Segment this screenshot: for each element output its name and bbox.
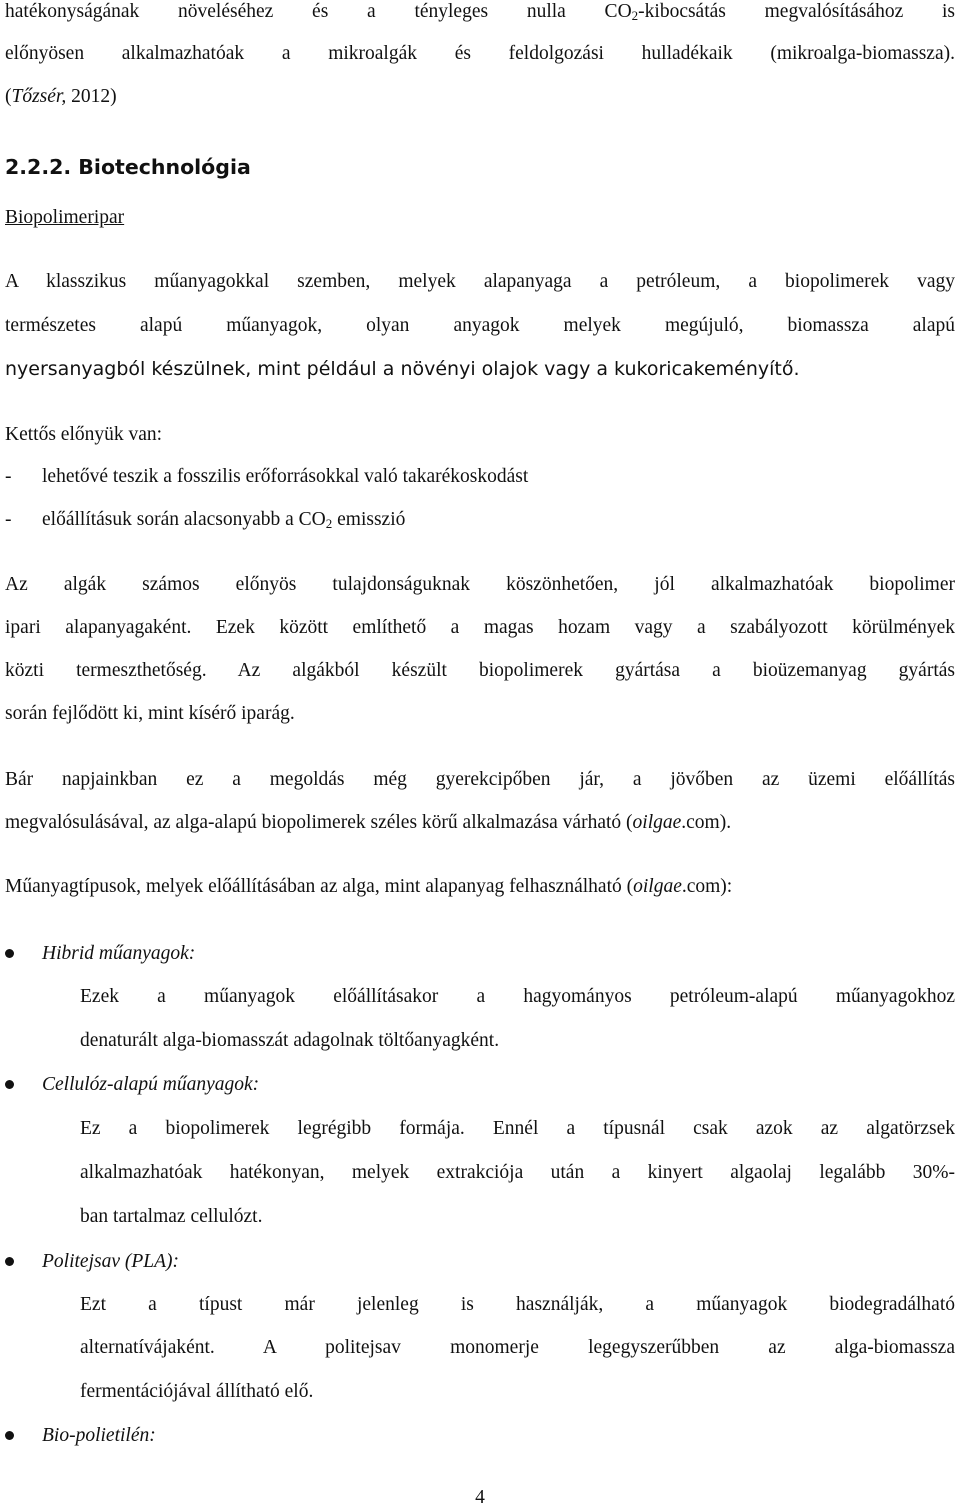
bullet-label: Hibrid műanyagok: [42,943,196,964]
bullet-body-line: Ez a biopolimerek legrégibb formája. Ennél a típusnál csak azok az algatörzsek [80,1118,955,1139]
source-name: oilgae [632,812,682,833]
para2-line-4: során fejlődött ki, mint kísérő iparág. [5,703,295,724]
para1-line-3: nyersanyagból készülnek, mint például a növényi olajok vagy a kukoricakeményítő. [5,358,800,380]
text: Műanyagtípusok, melyek előállításában az alga, mint alapanyag felhasználható ( [5,876,634,897]
bullet-body-line: fermentációjával állítható elő. [80,1381,314,1402]
dash-marker: - [5,466,12,487]
bullet-dot-icon [5,1080,14,1089]
text: előállításuk során alacsonyabb a CO [42,509,326,530]
text: -kibocsátás megvalósításához is [638,1,955,22]
text: megvalósulásával, az alga-alapú biopolimerek széles körű alkalmazása várható ( [5,812,633,833]
text: ( [5,86,12,107]
bullet-dot-icon [5,949,14,958]
intro-citation [5,85,955,109]
bullet-body-line: denaturált alga-biomasszát adagolnak töltőanyagként. [80,1030,500,1051]
advantage-text [42,508,405,532]
advantage-text: lehetővé teszik a fosszilis erőforrásokkal való takarékoskodást [42,466,529,487]
bullet-dot-icon [5,1431,14,1440]
text: 2012) [66,86,117,107]
section-subheading: Biopolimeripar [5,207,125,228]
text: emisszió [332,509,406,530]
para2-line-2: ipari alapanyagaként. Ezek között említhető a magas hozam vagy a szabályozott körülmények [5,617,955,638]
para2-line-3: közti termeszthetőség. Az algákból készült biopolimerek gyártása a bioüzemanyag gyártás [5,660,955,681]
para1-line-1: A klasszikus műanyagokkal szemben, melyek alapanyaga a petróleum, a biopolimerek vagy [5,271,955,292]
bullet-label: Politejsav (PLA): [42,1251,180,1272]
advantages-intro: Kettős előnyük van: [5,424,163,445]
section-heading: 2.2.2. Biotechnológia [5,155,251,179]
citation-author: Tőzsér, [11,86,67,107]
para3-line-2 [5,811,955,835]
text: .com). [681,812,732,833]
bullet-dot-icon [5,1257,14,1266]
intro-line-2: előnyösen alkalmazhatóak a mikroalgák és feldolgozási hulladékaik (mikroalga-biomassza). [5,43,955,64]
bullet-body-line: alkalmazhatóak hatékonyan, melyek extrakciója után a kinyert algaolaj legalább 30%- [80,1162,955,1183]
subscript: 2 [631,8,639,23]
para3-line-1: Bár napjainkban ez a megoldás még gyerekcipőben jár, a jövőben az üzemi előállítás [5,769,955,790]
para4-line [5,875,955,899]
para1-line-2: természetes alapú műanyagok, olyan anyagok melyek megújuló, biomassza alapú [5,315,955,336]
bullet-body-line: ban tartalmaz cellulózt. [80,1206,263,1227]
bullet-body-line: Ezt a típust már jelenleg is használják, a műanyagok biodegradálható [80,1294,955,1315]
bullet-body-line: alternatívájaként. A politejsav monomerje legegyszerűbben az alga-biomassza [80,1337,955,1358]
page-number: 4 [475,1487,485,1508]
dash-marker: - [5,509,12,530]
bullet-body-line: Ezek a műanyagok előállításakor a hagyományos petróleum-alapú műanyagokhoz [80,986,955,1007]
bullet-label: Cellulóz-alapú műanyagok: [42,1074,260,1095]
para2-line-1: Az algák számos előnyös tulajdonságuknak köszönhetően, jól alkalmazhatóak biopolimer [5,574,955,595]
subscript: 2 [325,516,333,531]
intro-line-1 [5,0,955,24]
bullet-label: Bio-polietilén: [42,1425,156,1446]
text: .com): [681,876,733,897]
source-name: oilgae [633,876,682,897]
text: hatékonyságának növeléséhez és a tényleges nulla CO [5,1,632,22]
